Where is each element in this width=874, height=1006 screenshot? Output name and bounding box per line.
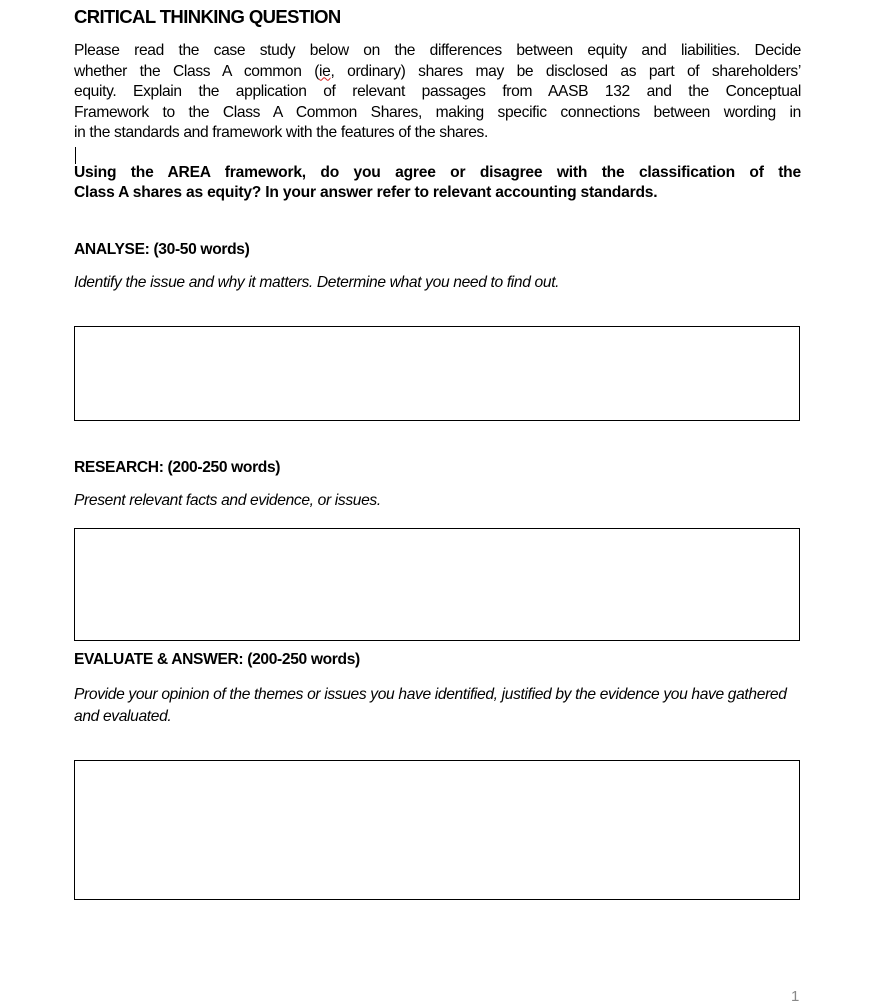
intro-text: , ordinary) shares may be disclosed as part of shareholders’ (330, 62, 801, 80)
intro-text: whether the Class A common ( (74, 62, 320, 80)
research-answer-box[interactable] (74, 528, 800, 641)
intro-line: Please read the case study below on the differences between equity and liabilities. Decide (74, 42, 801, 59)
evaluate-answer-box[interactable] (74, 760, 800, 900)
page-number: 1 (791, 988, 800, 1005)
evaluate-heading: EVALUATE & ANSWER: (200-250 words) (74, 651, 360, 668)
research-heading: RESEARCH: (200-250 words) (74, 459, 281, 476)
document-title: CRITICAL THINKING QUESTION (74, 6, 341, 27)
intro-line: Framework to the Class A Common Shares, making specific connections between wording in (74, 103, 801, 121)
question-line: Class A shares as equity? In your answer refer to relevant accounting standards. (74, 184, 658, 201)
main-question (74, 163, 801, 203)
intro-line: equity. Explain the application of relevant passages from AASB 132 and the Conceptual (74, 83, 801, 100)
research-instruction: Present relevant facts and evidence, or issues. (74, 492, 381, 509)
intro-paragraph (74, 41, 801, 144)
analyse-answer-box[interactable] (74, 326, 800, 421)
intro-line (74, 62, 801, 83)
misspelled-word[interactable]: ie (319, 62, 331, 80)
analyse-heading: ANALYSE: (30-50 words) (74, 241, 250, 258)
analyse-instruction: Identify the issue and why it matters. Determine what you need to find out. (74, 274, 560, 291)
question-line: Using the AREA framework, do you agree or disagree with the classification of the (74, 164, 801, 181)
intro-line: in the standards and framework with the features of the shares. (74, 124, 488, 141)
evaluate-instruction: Provide your opinion of the themes or issues you have identified, justified by the evidence you have gathered and evaluated. (74, 686, 787, 725)
text-cursor (75, 147, 76, 164)
